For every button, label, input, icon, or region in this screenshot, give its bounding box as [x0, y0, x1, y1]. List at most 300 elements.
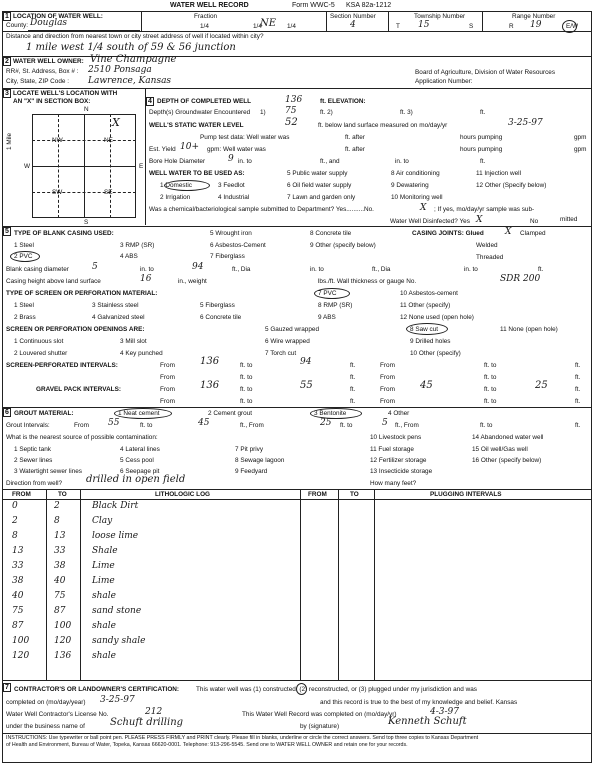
- township-label: Township Number: [414, 13, 466, 20]
- static-label: WELL'S STATIC WATER LEVEL: [149, 122, 244, 129]
- perf-from-2b: From: [380, 374, 395, 381]
- divider: [58, 114, 59, 218]
- grav-1-to[interactable]: 55: [300, 380, 313, 391]
- divider: [2, 226, 592, 227]
- gw-ft-label: ft.: [480, 109, 486, 116]
- chem-x[interactable]: X: [420, 203, 427, 213]
- grav-to-1b: ft. to: [484, 386, 497, 393]
- dia-ft-3: ft.: [538, 266, 544, 273]
- bore-ft: ft., and: [320, 158, 340, 165]
- screen-pvc-circle: [314, 288, 350, 299]
- grout-label: GROUT MATERIAL:: [14, 410, 74, 417]
- log-row-lithology[interactable]: sand stone: [92, 606, 142, 616]
- license-label: Water Well Contractor's License No.: [6, 711, 109, 718]
- height-label: Casing height above land surface: [6, 278, 101, 285]
- src-fertilizer[interactable]: 12 Fertilizer storage: [370, 457, 427, 464]
- instructions-line-2: of Health and Environment, Bureau of Water, Topeka, Kansas 66620-0001. Telephone: 913-296-5545. Send one to WATER WELL OWNER and retain one for your records.: [6, 742, 408, 748]
- city-value[interactable]: Lawrence, Kansas: [88, 76, 172, 86]
- log-row-from[interactable]: 0: [12, 501, 18, 511]
- src-insecticide[interactable]: 13 Insecticide storage: [370, 468, 433, 475]
- use-oilfield[interactable]: 6 Oil field water supply: [287, 182, 352, 189]
- open-drilled[interactable]: 9 Drilled holes: [410, 338, 451, 345]
- log-row-lithology[interactable]: Lime: [92, 576, 115, 586]
- record-completed-label: This Water Well Record was completed on (mo/day/yr): [242, 711, 397, 718]
- disinfected-x[interactable]: X: [476, 215, 483, 225]
- screen-brass[interactable]: 2 Brass: [14, 314, 36, 321]
- bentonite-circle: [310, 408, 362, 419]
- instructions-line-1: INSTRUCTIONS: Use typewriter or ball point pen. PLEASE PRESS FIRMLY and PRINT clearly. Please fill in blanks, underline or circle the correct answers. Send top three copies to Kansas Department: [6, 735, 479, 741]
- quadrant-nw: NW: [52, 137, 63, 144]
- casing-steel[interactable]: 1 Steel: [14, 242, 34, 249]
- depth-label: DEPTH OF COMPLETED WELL: [157, 98, 252, 105]
- township-value[interactable]: 15: [418, 20, 430, 30]
- pump-gpm: gpm: [574, 134, 587, 141]
- location-label: LOCATION OF WATER WELL:: [13, 13, 103, 20]
- divider: [145, 88, 146, 225]
- divider: [326, 11, 327, 31]
- grav-to-2: ft. to: [240, 398, 253, 405]
- direction-value[interactable]: drilled in open field: [86, 474, 186, 485]
- plug-to-header: TO: [350, 491, 359, 498]
- log-row-from[interactable]: 75: [12, 606, 24, 616]
- certification-label: CONTRACTOR'S OR LANDOWNER'S CERTIFICATION:: [14, 686, 180, 693]
- divider: [300, 489, 301, 680]
- disinfected-label: Water Well Disinfected? Yes: [390, 218, 470, 225]
- gw-1-label: 1): [260, 109, 266, 116]
- grav-ft-1b: ft.: [575, 386, 581, 393]
- license-value[interactable]: 212: [145, 707, 163, 717]
- grav-2-from[interactable]: 45: [420, 380, 433, 391]
- joints-clamped: Clamped: [520, 230, 546, 237]
- diameter-value[interactable]: 5: [92, 262, 98, 272]
- log-row-from[interactable]: 120: [12, 651, 30, 661]
- range-value[interactable]: 19: [530, 20, 542, 30]
- dia-in-3: in. to: [464, 266, 478, 273]
- divider: [388, 11, 389, 31]
- log-row-lithology[interactable]: shale: [92, 591, 116, 601]
- log-row-lithology[interactable]: shale: [92, 651, 116, 661]
- grav-from-1b: From: [380, 386, 395, 393]
- chem-rest: ; If yes, mo/day/yr sample was sub-: [434, 206, 535, 213]
- src-livestock[interactable]: 10 Livestock pens: [370, 434, 422, 441]
- quadrant-ne: NE: [104, 137, 113, 144]
- record-completed-date[interactable]: 4-3-97: [430, 707, 459, 717]
- chem-label: Was a chemical/bacteriological sample submitted to Department? Yes..........No.: [149, 206, 374, 213]
- src-watertight[interactable]: 3 Watertight sewer lines: [14, 468, 82, 475]
- form-number: Form WWC-5: [292, 2, 335, 9]
- joints-label: CASING JOINTS: Glued: [412, 230, 484, 237]
- pump-end: hours pumping: [460, 134, 503, 141]
- log-row-to[interactable]: 8: [54, 516, 60, 526]
- yield-gpm-2: gpm: [574, 146, 587, 153]
- gw-2-label: ft. 2): [320, 109, 333, 116]
- gravel-label: GRAVEL PACK INTERVALS:: [36, 386, 121, 393]
- grout-from-3: ft., From: [395, 422, 419, 429]
- neat-cement-circle: [114, 408, 172, 419]
- perf-ft-1b: ft.: [575, 362, 581, 369]
- grout-from-1: From: [74, 422, 89, 429]
- src-cess[interactable]: 5 Cess pool: [120, 457, 154, 464]
- section-number-label: Section Number: [330, 13, 376, 20]
- source-label: What is the nearest source of possible contamination:: [6, 434, 158, 441]
- log-from-header: FROM: [12, 491, 31, 498]
- divider: [32, 140, 136, 141]
- open-torch[interactable]: 7 Torch cut: [265, 350, 297, 357]
- casing-fiberglass[interactable]: 7 Fiberglass: [210, 253, 245, 260]
- grout-to-1: ft. to: [140, 422, 153, 429]
- section-2-number: 2: [3, 57, 11, 66]
- distance-value[interactable]: 1 mile west 1/4 south of 59 & 56 junction: [26, 42, 236, 53]
- use-other[interactable]: 12 Other (Specify below): [476, 182, 547, 189]
- fraction-quarter-3: 1/4: [287, 23, 296, 30]
- grout-2-to[interactable]: 5: [382, 418, 388, 428]
- divider: [2, 499, 592, 500]
- src-feedyard[interactable]: 9 Feedyard: [235, 468, 268, 475]
- log-row-to[interactable]: 87: [54, 606, 66, 616]
- section-1-number: 1: [3, 12, 11, 21]
- use-monitoring[interactable]: 10 Monitoring well: [391, 194, 443, 201]
- log-row-to[interactable]: 75: [54, 591, 66, 601]
- grout-from-2: ft., From: [240, 422, 264, 429]
- grav-ft-2b: ft.: [575, 398, 581, 405]
- src-privy[interactable]: 7 Pit privy: [235, 446, 264, 453]
- fraction-quarter-1: 1/4: [200, 23, 209, 30]
- log-row-lithology[interactable]: shale: [92, 621, 116, 631]
- open-continuous[interactable]: 1 Continuous slot: [14, 338, 64, 345]
- divider: [32, 192, 136, 193]
- src-oilgas[interactable]: 15 Oil well/Gas well: [472, 446, 528, 453]
- divider: [2, 407, 592, 408]
- screen-abs[interactable]: 9 ABS: [318, 314, 336, 321]
- range-label: Range Number: [512, 13, 556, 20]
- grav-2-to[interactable]: 25: [535, 380, 548, 391]
- chem-mitted: mitted: [560, 216, 578, 223]
- open-gauzed[interactable]: 5 Gauzed wrapped: [265, 326, 320, 333]
- casing-wrought[interactable]: 5 Wrought iron: [210, 230, 252, 237]
- fraction-label: Fraction: [194, 13, 218, 20]
- log-row-to[interactable]: 13: [54, 531, 66, 541]
- grav-ft-2: ft.: [350, 398, 356, 405]
- locate-label-2: AN "X" IN SECTION BOX:: [13, 98, 91, 105]
- src-lateral[interactable]: 4 Lateral lines: [120, 446, 160, 453]
- distance-label: Distance and direction from nearest town or city street address of well if located within city?: [6, 33, 264, 40]
- log-row-to[interactable]: 40: [54, 576, 66, 586]
- grout-neat[interactable]: 1 Neat cement: [118, 410, 160, 417]
- log-row-from[interactable]: 100: [12, 636, 30, 646]
- casing-pvc[interactable]: 2 PVC: [14, 253, 33, 260]
- log-row-to[interactable]: 100: [54, 621, 72, 631]
- screen-fiberglass[interactable]: 5 Fiberglass: [200, 302, 235, 309]
- certification-text: This water well was (1) constructed, (2) reconstructed, or (3) plugged under my jurisdiction and was: [196, 686, 477, 693]
- static-value[interactable]: 52: [285, 117, 298, 128]
- perf-from-1b: From: [380, 362, 395, 369]
- src-abandoned[interactable]: 14 Abandoned water well: [472, 434, 544, 441]
- how-many-feet: How many feet?: [370, 480, 417, 487]
- saw-cut-circle: [406, 323, 448, 335]
- joints-welded: Welded: [476, 242, 498, 249]
- compass-n: N: [84, 106, 89, 113]
- plugging-header: PLUGGING INTERVALS: [430, 491, 502, 498]
- use-injection[interactable]: 11 Injection well: [476, 170, 521, 177]
- perf-from-2: From: [160, 374, 175, 381]
- perf-1-to[interactable]: 94: [300, 357, 312, 367]
- grout-1-to[interactable]: 45: [198, 418, 210, 428]
- diameter-ft[interactable]: 94: [192, 262, 204, 272]
- elevation-label: ft. ELEVATION:: [320, 98, 366, 105]
- use-domestic[interactable]: 1 Domestic: [160, 182, 192, 189]
- range-ew[interactable]: E/W: [566, 23, 579, 30]
- screen-galvanized[interactable]: 4 Galvanized steel: [92, 314, 145, 321]
- src-seepage[interactable]: 6 Seepage pit: [120, 468, 160, 475]
- divider: [2, 88, 592, 89]
- fraction-ne[interactable]: NE: [260, 18, 277, 29]
- yield-end: hours pumping: [460, 146, 503, 153]
- city-label: City, State, ZIP Code :: [6, 78, 69, 85]
- diameter-label: Blank casing diameter: [6, 266, 69, 273]
- grout-other[interactable]: 4 Other: [388, 410, 410, 417]
- open-none[interactable]: 11 None (open hole): [500, 326, 558, 333]
- open-key[interactable]: 4 Key punched: [120, 350, 163, 357]
- screen-pvc[interactable]: 7 PVC: [318, 290, 337, 297]
- diameter-in: in. to: [140, 266, 154, 273]
- address-label: RR#, St. Address, Box # :: [6, 68, 79, 75]
- divider: [482, 11, 483, 31]
- owner-label: WATER WELL OWNER:: [13, 58, 84, 65]
- joints-x[interactable]: X: [505, 227, 512, 237]
- completed-date[interactable]: 3-25-97: [100, 695, 135, 705]
- perf-to-1: ft. to: [240, 362, 253, 369]
- grav-ft-1: ft.: [350, 386, 356, 393]
- gw-1-value[interactable]: 75: [285, 106, 297, 116]
- bore-label: Bore Hole Diameter: [149, 158, 206, 165]
- log-row-lithology[interactable]: Black Dirt: [92, 501, 139, 511]
- perf-1-from[interactable]: 136: [200, 356, 220, 367]
- perf-to-1b: ft. to: [484, 362, 497, 369]
- use-irrigation[interactable]: 2 Irrigation: [160, 194, 191, 201]
- grav-to-2b: ft. to: [484, 398, 497, 405]
- screen-concrete[interactable]: 6 Concrete tile: [200, 314, 242, 321]
- section-7-number: 7: [3, 683, 11, 692]
- divider: [374, 489, 375, 680]
- log-row-to[interactable]: 33: [54, 546, 66, 556]
- divider: [141, 11, 142, 31]
- perf-to-2: ft. to: [240, 374, 253, 381]
- screen-stainless[interactable]: 3 Stainless steel: [92, 302, 139, 309]
- perf-to-2b: ft. to: [484, 374, 497, 381]
- casing-rmp[interactable]: 3 RMP (SR): [120, 242, 155, 249]
- yield-label: Est. Yield: [149, 146, 176, 153]
- township-s: S: [469, 23, 474, 30]
- diameter-rest: ft., Dia: [232, 266, 251, 273]
- gw-3-label: ft. 3): [400, 109, 413, 116]
- section-5-number: 5: [3, 227, 11, 236]
- open-other[interactable]: 10 Other (specify): [410, 350, 461, 357]
- domestic-circle: [164, 180, 210, 191]
- screen-steel[interactable]: 1 Steel: [14, 302, 34, 309]
- divider: [338, 489, 339, 680]
- gauge-value[interactable]: SDR 200: [500, 274, 541, 284]
- grav-from-1: From: [160, 386, 175, 393]
- height-value[interactable]: 16: [140, 274, 152, 284]
- lithologic-header: LITHOLOGIC LOG: [155, 491, 211, 498]
- grout-to-3: ft. to: [480, 422, 493, 429]
- compass-e: E: [139, 163, 144, 170]
- use-lawn[interactable]: 7 Lawn and garden only: [287, 194, 356, 201]
- section-6-number: 6: [3, 408, 11, 417]
- pvc-circle: [10, 251, 40, 262]
- grout-1-from[interactable]: 55: [108, 418, 120, 428]
- pump-mid: ft. after: [345, 134, 365, 141]
- perf-ft-2b: ft.: [575, 374, 581, 381]
- log-row-lithology[interactable]: Clay: [92, 516, 113, 526]
- divider: [2, 733, 592, 734]
- business-value[interactable]: Schuft drilling: [110, 717, 184, 728]
- src-lagoon[interactable]: 8 Sewage lagoon: [235, 457, 285, 464]
- section-3-number: 3: [3, 89, 11, 98]
- open-mill[interactable]: 3 Mill slot: [120, 338, 147, 345]
- use-air[interactable]: 8 Air conditioning: [391, 170, 440, 177]
- perforated-label: SCREEN-PERFORATED INTERVALS:: [6, 362, 118, 369]
- open-saw[interactable]: 8 Saw cut: [410, 326, 439, 333]
- log-row-lithology[interactable]: sandy shale: [92, 636, 146, 646]
- grav-1-from[interactable]: 136: [200, 380, 220, 391]
- src-fuel[interactable]: 11 Fuel storage: [370, 446, 414, 453]
- log-row-to[interactable]: 136: [54, 651, 72, 661]
- application-label: Application Number:: [415, 78, 473, 85]
- signature[interactable]: Kenneth Schuft: [388, 716, 467, 727]
- log-row-from[interactable]: 33: [12, 561, 24, 571]
- use-dewatering[interactable]: 9 Dewatering: [391, 182, 429, 189]
- disinfected-no: No: [530, 218, 539, 225]
- grout-bentonite[interactable]: 3 Bentonite: [314, 410, 347, 417]
- grav-from-2b: From: [380, 398, 395, 405]
- use-industrial[interactable]: 4 Industrial: [218, 194, 250, 201]
- yield-mid: ft. after: [345, 146, 365, 153]
- range-r: R: [509, 23, 514, 30]
- compass-s: S: [84, 219, 89, 226]
- log-row-lithology[interactable]: Lime: [92, 561, 115, 571]
- src-sewer[interactable]: 2 Sewer lines: [14, 457, 53, 464]
- casing-concrete[interactable]: 8 Concrete tile: [310, 230, 352, 237]
- divider: [110, 114, 111, 218]
- static-rest: ft. below land surface measured on mo/day/yr: [318, 122, 448, 129]
- quadrant-se: SE: [104, 189, 113, 196]
- locate-label: LOCATE WELL'S LOCATION WITH: [13, 90, 118, 97]
- well-location-mark[interactable]: X: [112, 116, 120, 129]
- casing-other[interactable]: 9 Other (specify below): [310, 242, 376, 249]
- casing-label: TYPE OF BLANK CASING USED:: [14, 230, 114, 237]
- owner-value[interactable]: Vine Champagne: [90, 54, 177, 65]
- openings-label: SCREEN OR PERFORATION OPENINGS ARE:: [6, 326, 145, 333]
- plug-from-header: FROM: [308, 491, 327, 498]
- log-row-to[interactable]: 38: [54, 561, 66, 571]
- county-label: County:: [6, 22, 29, 29]
- log-row-from[interactable]: 40: [12, 591, 24, 601]
- compass-w: W: [24, 163, 31, 170]
- quadrant-sw: SW: [52, 189, 63, 196]
- yield-value[interactable]: 10+: [180, 142, 199, 152]
- screen-label: TYPE OF SCREEN OR PERFORATION MATERIAL:: [6, 290, 158, 297]
- grout-intervals-label: Grout Intervals:: [6, 422, 50, 429]
- divider: [2, 680, 592, 681]
- screen-asbestos[interactable]: 10 Asbestos-cement: [400, 290, 458, 297]
- casing-abs[interactable]: 4 ABS: [120, 253, 138, 260]
- casing-asbestos[interactable]: 6 Asbestos-Cement: [210, 242, 266, 249]
- log-row-from[interactable]: 38: [12, 576, 24, 586]
- log-row-from[interactable]: 13: [12, 546, 24, 556]
- fraction-quarter-2: 1/4: [253, 23, 262, 30]
- ksa-reference: KSA 82a-1212: [346, 2, 392, 9]
- height-rest: in., weight: [178, 278, 207, 285]
- constructed-circle: [296, 683, 307, 695]
- depth-value[interactable]: 136: [285, 95, 303, 105]
- business-label: under the business name of: [6, 723, 85, 730]
- section-4-number: 4: [146, 97, 154, 106]
- divider: [46, 489, 47, 680]
- joints-threaded: Threaded: [476, 254, 504, 261]
- mile-label: 1 Mile: [6, 132, 13, 150]
- grav-from-2: From: [160, 398, 175, 405]
- log-row-from[interactable]: 8: [12, 531, 18, 541]
- bore-value[interactable]: 9: [228, 154, 234, 164]
- log-row-lithology[interactable]: loose lime: [92, 531, 139, 541]
- use-feedlot[interactable]: 3 Feedlot: [218, 182, 245, 189]
- yield-gpm: gpm: Well water was: [207, 146, 266, 153]
- src-other[interactable]: 16 Other (specify below): [472, 457, 542, 464]
- log-row-from[interactable]: 2: [12, 516, 18, 526]
- form-title: WATER WELL RECORD: [170, 2, 249, 9]
- log-row-to[interactable]: 2: [54, 501, 60, 511]
- screen-rmp[interactable]: 8 RMP (SR): [318, 302, 353, 309]
- open-louvered[interactable]: 2 Louvered shutter: [14, 350, 68, 357]
- perf-ft-1: ft.: [350, 362, 356, 369]
- divider: [80, 489, 81, 680]
- completed-label: completed on (mo/day/year): [6, 699, 86, 706]
- address-value[interactable]: 2510 Ponsaga: [88, 65, 152, 75]
- grout-to-2: ft. to: [340, 422, 353, 429]
- certification-text-2: and this record is true to the best of my knowledge and belief. Kansas: [320, 699, 518, 706]
- dia-in-2: in. to: [310, 266, 324, 273]
- section-number-value[interactable]: 4: [350, 20, 356, 30]
- log-row-from[interactable]: 87: [12, 621, 24, 631]
- log-row-to[interactable]: 120: [54, 636, 72, 646]
- grout-cement[interactable]: 2 Cement grout: [208, 410, 253, 417]
- src-septic[interactable]: 1 Septic tank: [14, 446, 51, 453]
- log-to-header: TO: [58, 491, 67, 498]
- screen-other[interactable]: 11 Other (specify): [400, 302, 451, 309]
- divider: [2, 489, 592, 490]
- log-row-lithology[interactable]: Shale: [92, 546, 118, 556]
- board-label: Board of Agriculture, Division of Water Resources: [415, 69, 556, 76]
- grout-2-from[interactable]: 25: [320, 418, 332, 428]
- direction-label: Direction from well?: [6, 480, 63, 487]
- divider: [2, 31, 592, 32]
- perf-ft-2: ft.: [350, 374, 356, 381]
- divider: [32, 166, 136, 167]
- bore-in: in. to: [238, 158, 252, 165]
- static-date[interactable]: 3-25-97: [508, 118, 543, 128]
- groundwater-label: Depth(s) Groundwater Encountered: [149, 109, 251, 116]
- county-value[interactable]: Douglas: [30, 18, 68, 28]
- use-public[interactable]: 5 Public water supply: [287, 170, 348, 177]
- open-wire[interactable]: 6 Wire wrapped: [265, 338, 310, 345]
- screen-none[interactable]: 12 None used (open hole): [400, 314, 474, 321]
- perf-from-1: From: [160, 362, 175, 369]
- bore-ft-2: ft.: [480, 158, 486, 165]
- dia-ft-2: ft., Dia: [372, 266, 391, 273]
- signature-label: by (signature): [300, 723, 340, 730]
- lbs-label: lbs./ft. Wall thickness or gauge No.: [318, 278, 417, 285]
